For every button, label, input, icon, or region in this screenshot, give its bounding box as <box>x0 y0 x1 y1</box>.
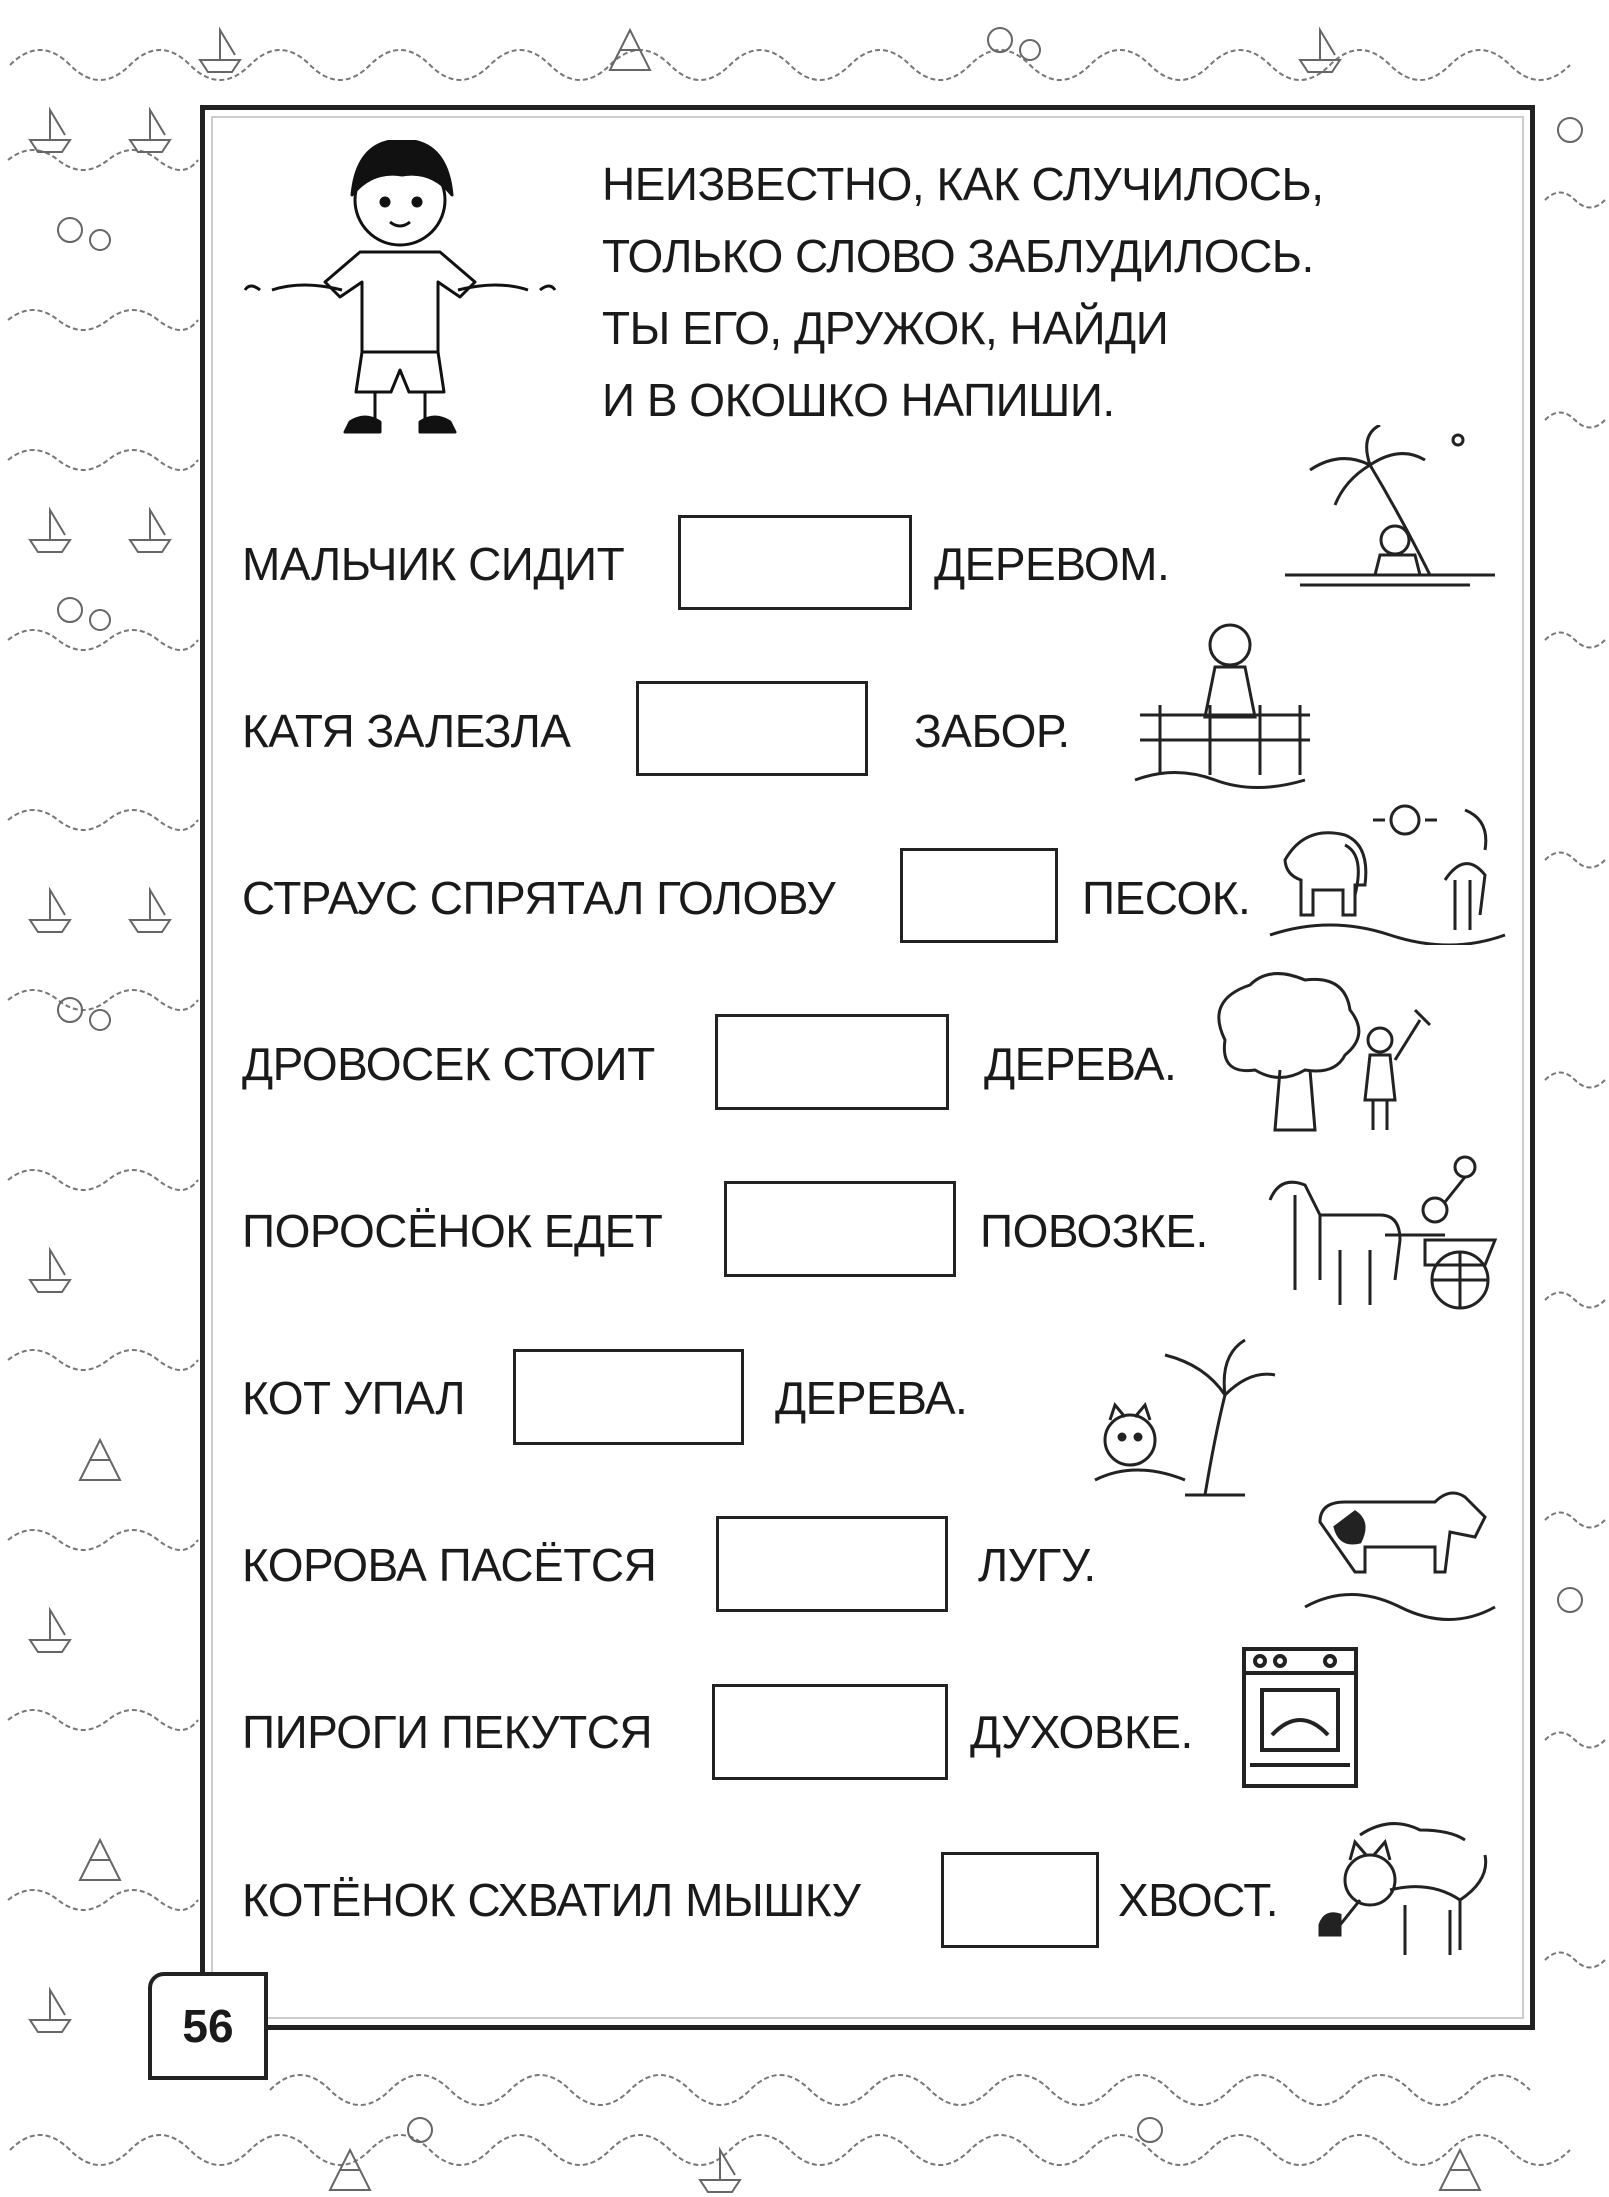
sentence-start: КОРОВА ПАСЁТСЯ <box>242 1539 657 1591</box>
answer-box[interactable] <box>724 1181 956 1277</box>
instruction-poem <box>602 148 1324 436</box>
page-number: 56 <box>148 1972 268 2080</box>
ostrich-elephant-picture <box>1265 800 1510 945</box>
poem-line: ТЫ ЕГО, ДРУЖОК, НАЙДИ <box>602 302 1169 354</box>
sentence-end: ЛУГУ. <box>978 1539 1096 1591</box>
sentence-start: КОТЁНОК СХВАТИЛ МЫШКУ <box>242 1874 861 1926</box>
sentence-end: ПОВОЗКЕ. <box>980 1205 1208 1257</box>
sentence-end: ХВОСТ. <box>1118 1874 1279 1926</box>
poem-line: НЕИЗВЕСТНО, КАК СЛУЧИЛОСЬ, <box>602 158 1324 210</box>
sentence-end: ПЕСОК. <box>1082 872 1251 924</box>
poem-line: И В ОКОШКО НАПИШИ. <box>602 374 1115 426</box>
woodcutter-tree-picture <box>1205 970 1445 1140</box>
answer-box[interactable] <box>716 1516 948 1612</box>
sentence-start: ПИРОГИ ПЕКУТСЯ <box>242 1706 653 1758</box>
sentence-end: ДЕРЕВА. <box>775 1372 968 1424</box>
sentence-end: ДЕРЕВА. <box>984 1038 1177 1090</box>
kitten-mouse-picture <box>1310 1815 1495 1965</box>
girl-on-fence-picture <box>1130 605 1320 795</box>
sentence-start: КАТЯ ЗАЛЕЗЛА <box>242 705 571 757</box>
answer-box[interactable] <box>678 515 912 610</box>
horse-cart-picture <box>1255 1155 1500 1330</box>
sentence-end: ЗАБОР. <box>914 705 1070 757</box>
cat-fallen-tree-picture <box>1085 1335 1285 1500</box>
boy-illustration <box>240 140 585 440</box>
oven-picture <box>1240 1645 1360 1790</box>
answer-box[interactable] <box>636 681 868 776</box>
answer-box[interactable] <box>900 848 1058 943</box>
answer-box[interactable] <box>712 1684 948 1780</box>
answer-box[interactable] <box>941 1852 1099 1948</box>
sentence-start: СТРАУС СПРЯТАЛ ГОЛОВУ <box>242 872 836 924</box>
sentence-start: ДРОВОСЕК СТОИТ <box>242 1038 655 1090</box>
answer-box[interactable] <box>715 1014 949 1110</box>
poem-line: ТОЛЬКО СЛОВО ЗАБЛУДИЛОСЬ. <box>602 230 1314 282</box>
boy-under-palm-picture <box>1280 425 1505 610</box>
sentence-start: КОТ УПАЛ <box>242 1372 466 1424</box>
answer-box[interactable] <box>513 1349 744 1445</box>
sentence-start: МАЛЬЧИК СИДИТ <box>242 538 625 590</box>
sentence-end: ДЕРЕВОМ. <box>934 538 1170 590</box>
sentence-end: ДУХОВКЕ. <box>970 1706 1193 1758</box>
sentence-start: ПОРОСЁНОК ЕДЕТ <box>242 1205 663 1257</box>
cow-meadow-picture <box>1300 1472 1500 1627</box>
